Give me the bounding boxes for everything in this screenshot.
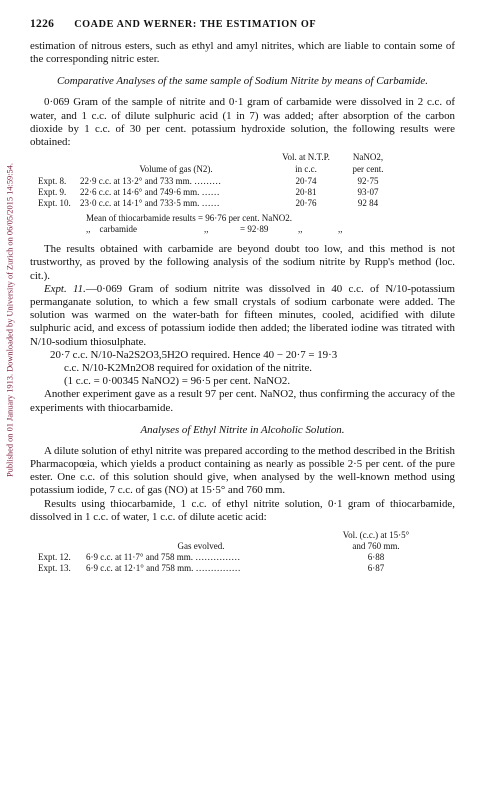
nano-percent: 92 84 xyxy=(357,198,379,209)
vol-result: 6·87 xyxy=(367,563,385,574)
gas-volume: 22·6 c.c. at 14·6° and 749·6 mm. …… xyxy=(80,187,220,198)
page-number: 1226 xyxy=(30,18,55,30)
paragraph-intro: estimation of nitrous esters, such as ethyl and amyl nitrites, which are liable to contain some of the corresponding nitric ester. xyxy=(30,40,455,66)
running-title: COADE AND WERNER: THE ESTIMATION OF xyxy=(74,19,317,30)
ditto-mark: ,, xyxy=(204,224,209,235)
mean-line-thiocarbamide xyxy=(86,213,455,224)
mean-results xyxy=(30,213,455,235)
mean-value: = 96·76 per cent. NaNO2. xyxy=(197,213,293,224)
expt-label: Expt. 13. xyxy=(38,563,71,574)
running-header xyxy=(30,18,455,32)
table-header-row xyxy=(30,164,455,175)
vol-ntp: 20·74 xyxy=(295,176,317,187)
table-row xyxy=(30,552,455,563)
paragraph-carbamide-conclusion: The results obtained with carbamide are beyond doubt too low, and this method is not trustworthy, as proved by the following analysis of the sodium nitrite by Rupp's method (loc. cit.). xyxy=(30,243,455,282)
paragraph-ethyl-nitrite: A dilute solution of ethyl nitrite was prepared according to the method described in the British Pharmacopœia, which yields a product containing as nearly as possible 2·5 per cent. of the pure ester. One c.c. of this solution should give, when analysed by the well-known method using potassium iodide, 7 c.c. of gas (NO) at 15·5° and 760 mm. xyxy=(30,444,455,497)
gas-volume: 23·0 c.c. at 14·1° and 733·5 mm. …… xyxy=(80,198,220,209)
col-vol-unit: and 760 mm. xyxy=(352,541,400,552)
table-header-row xyxy=(30,152,455,163)
table-header-row xyxy=(30,541,455,552)
col-vol-unit: in c.c. xyxy=(295,164,317,175)
table-row xyxy=(30,198,455,209)
table-row xyxy=(30,187,455,198)
gas-volume: 22·9 c.c. at 13·2° and 733 mm. ……… xyxy=(80,176,222,187)
watermark-text: Published on 01 January 1913. Downloaded by University of Zurich on 06/05/2015 14:59:54. xyxy=(5,162,15,478)
col-vol-header: Vol. (c.c.) at 15·5° xyxy=(342,530,410,541)
paragraph-method-carbamide: 0·069 Gram of the sample of nitrite and 0·1 gram of carbamide were dissolved in 2 c.c. of water, and 1 c.c. of dilute sulphuric acid (1 in 7) was added; after absorption of the carbon dioxide by 1 c.c. of 30 per cent. potassium hydroxide solution, the following results were obtained: xyxy=(30,96,455,149)
section-heading-carbamide: Comparative Analyses of the same sample of Sodium Nitrite by means of Carbamide. xyxy=(57,75,428,88)
calculation-line-2: c.c. N/10-K2Mn2O8 required for oxidation of the nitrite. xyxy=(64,362,313,375)
mean-line-carbamide xyxy=(86,224,455,235)
mean-value: = 92·89 xyxy=(240,224,269,235)
paragraph-thiocarbamide-method: Results using thiocarbamide, 1 c.c. of ethyl nitrite solution, 0·1 gram of thiocarbamide, dissolved in 1 c.c. of water, 1 c.c. of dilute acetic acid: xyxy=(30,497,455,523)
results-table-carbamide xyxy=(30,152,455,209)
calculation-line-1: 20·7 c.c. N/10-Na2S2O3,5H2O required. Hence 40 − 20·7 = 19·3 xyxy=(50,348,338,361)
expt-label: Expt. 12. xyxy=(38,552,71,563)
ditto-mark: ,, xyxy=(298,224,303,235)
paragraph-confirmation: Another experiment gave as a result 97 per cent. NaNO2, thus confirming the accuracy of the experiments with thiocarbamide. xyxy=(30,388,455,414)
nano-percent: 93·07 xyxy=(357,187,379,198)
calculation-line-3: (1 c.c. = 0·00345 NaNO2) = 96·5 per cent. NaNO2. xyxy=(64,375,291,388)
journal-page xyxy=(30,18,455,574)
section-heading-ethyl-nitrite: Analyses of Ethyl Nitrite in Alcoholic Solution. xyxy=(140,423,345,436)
vol-ntp: 20·81 xyxy=(295,187,317,198)
mean-label: ,, carbamide xyxy=(86,224,137,235)
paragraph-expt-11 xyxy=(30,283,455,349)
nano-percent: 92·75 xyxy=(357,176,379,187)
results-table-ethyl-nitrite xyxy=(30,530,455,574)
mean-label: Mean of thiocarbamide results xyxy=(86,213,196,224)
vol-ntp: 20·76 xyxy=(295,198,317,209)
col-vol-header: Vol. at N.T.P. xyxy=(282,152,330,163)
vol-result: 6·88 xyxy=(367,552,385,563)
col-gas-header: Volume of gas (N2). xyxy=(139,164,213,175)
download-watermark xyxy=(2,80,18,560)
table-row xyxy=(30,176,455,187)
gas-volume: 6·9 c.c. at 12·1° and 758 mm. …………… xyxy=(86,563,241,574)
ditto-mark: ,, xyxy=(338,224,343,235)
col-gas-header: Gas evolved. xyxy=(177,541,225,552)
expt-label: Expt. 8. xyxy=(38,176,67,187)
table-header-row xyxy=(30,530,455,541)
expt-text: —0·069 Gram of sodium nitrite was dissolved in 40 c.c. of N/10-potassium permanganate solution, to which a few small crystals of sodium carbonate were added. The solution was warmed on the water-bath for fifteen minutes, cooled, acidified with dilute sulphuric acid, and excess of potassium iodide then added; the liberated iodine was titrated with N/10-sodium thiosulphate. xyxy=(30,282,455,348)
gas-volume: 6·9 c.c. at 11·7° and 758 mm. …………… xyxy=(86,552,241,563)
table-row xyxy=(30,563,455,574)
col-nano-unit: per cent. xyxy=(352,164,384,175)
col-nano-header: NaNO2, xyxy=(352,152,384,163)
expt-label: Expt. 10. xyxy=(38,198,71,209)
expt-label: Expt. 11. xyxy=(44,282,86,295)
expt-label: Expt. 9. xyxy=(38,187,67,198)
